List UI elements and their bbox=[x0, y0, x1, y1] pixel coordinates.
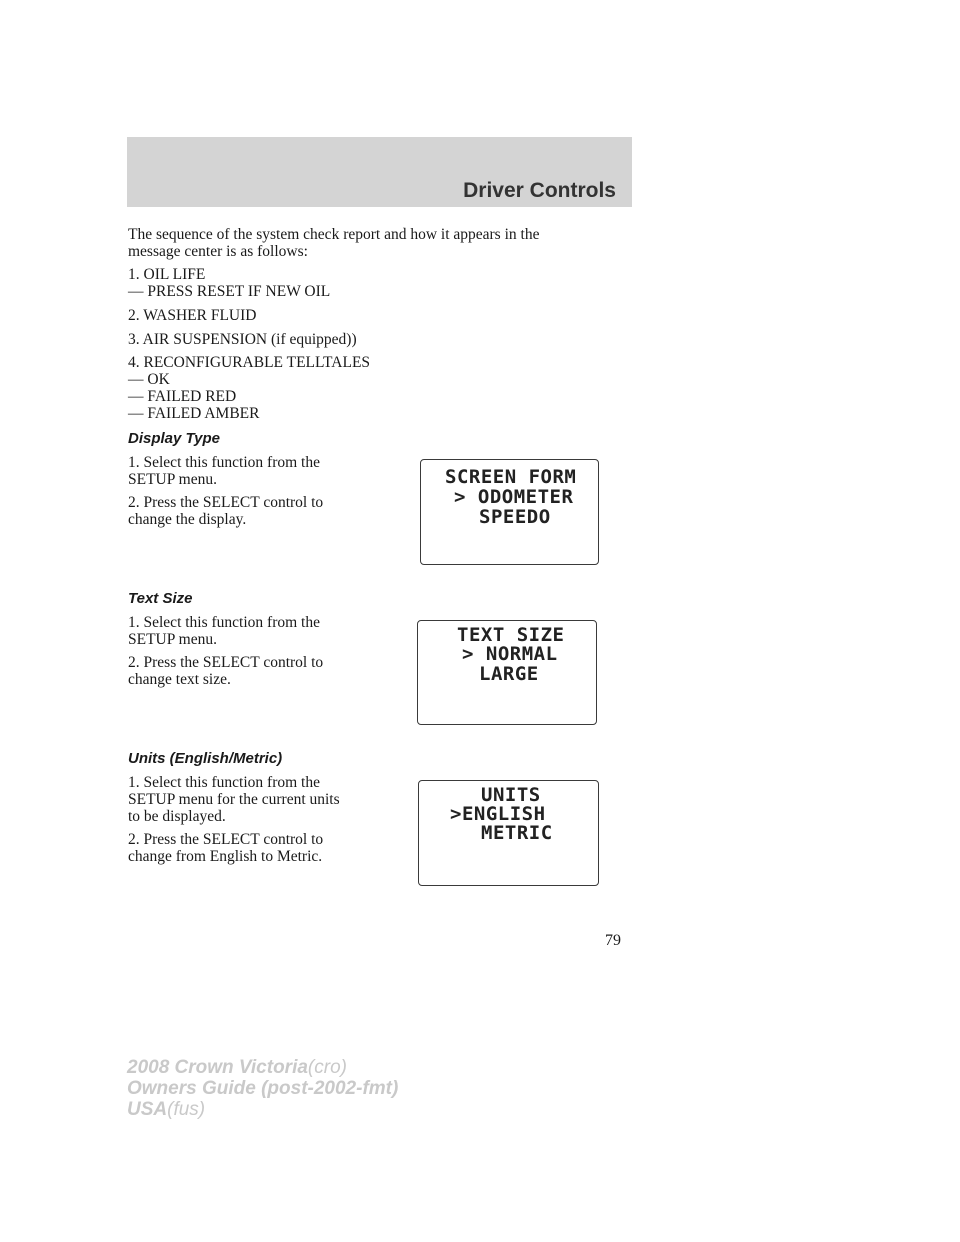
screen-line: METRIC bbox=[481, 822, 553, 844]
step-text bbox=[128, 614, 320, 648]
section-title-units: Units (English/Metric) bbox=[128, 750, 283, 767]
list-item-sub: — PRESS RESET IF NEW OIL bbox=[128, 283, 331, 300]
page-number: 79 bbox=[605, 932, 621, 949]
footer-code: (cro) bbox=[307, 1057, 347, 1078]
screen-line: LARGE bbox=[479, 663, 539, 685]
footer-code: (fus) bbox=[167, 1099, 206, 1120]
step-line: 1. Select this function from the bbox=[128, 774, 320, 791]
step-text bbox=[128, 454, 320, 488]
footer-model: 2008 Crown Victoria bbox=[127, 1057, 308, 1078]
screen-line: SCREEN FORM bbox=[445, 466, 577, 488]
list-item-sub: — FAILED RED bbox=[128, 388, 237, 405]
step-line: change text size. bbox=[128, 671, 231, 688]
header-band bbox=[127, 137, 632, 207]
step-line: SETUP menu. bbox=[128, 471, 217, 488]
section-title-text-size: Text Size bbox=[128, 590, 193, 607]
screen-line: TEXT SIZE bbox=[457, 624, 565, 646]
report-item-2 bbox=[128, 307, 256, 324]
step-line: 1. Select this function from the bbox=[128, 454, 320, 471]
report-item-1 bbox=[128, 266, 330, 300]
screen-line: UNITS bbox=[481, 784, 541, 806]
screen-line: SPEEDO bbox=[479, 506, 551, 528]
intro-line: message center is as follows: bbox=[128, 243, 308, 260]
intro-line: The sequence of the system check report and how it appears in the bbox=[128, 226, 540, 243]
screen-line: >ENGLISH bbox=[450, 803, 546, 825]
message-center-screen-display-type bbox=[420, 459, 599, 565]
list-item-sub: — OK bbox=[128, 371, 170, 388]
report-item-3 bbox=[128, 331, 357, 348]
step-line: SETUP menu for the current units bbox=[128, 791, 340, 808]
step-line: change the display. bbox=[128, 511, 247, 528]
step-text bbox=[128, 831, 323, 865]
step-line: 2. Press the SELECT control to bbox=[128, 831, 324, 848]
step-text bbox=[128, 774, 340, 825]
screen-line: > ODOMETER bbox=[454, 486, 574, 508]
message-center-screen-text-size bbox=[417, 620, 597, 725]
step-line: 1. Select this function from the bbox=[128, 614, 320, 631]
list-item-sub: — FAILED AMBER bbox=[128, 405, 260, 422]
message-center-screen-units bbox=[418, 780, 599, 886]
footer-guide: Owners Guide (post-2002-fmt) bbox=[127, 1078, 399, 1099]
document-footer bbox=[127, 1057, 398, 1120]
report-item-4 bbox=[128, 354, 370, 422]
step-text bbox=[128, 654, 323, 688]
step-line: SETUP menu. bbox=[128, 631, 217, 648]
step-line: to be displayed. bbox=[128, 808, 226, 825]
list-item: 1. OIL LIFE bbox=[128, 266, 206, 283]
list-item: 4. RECONFIGURABLE TELLTALES bbox=[128, 354, 371, 371]
footer-market: USA bbox=[127, 1099, 168, 1120]
list-item: 2. WASHER FLUID bbox=[128, 307, 257, 324]
section-title-display-type: Display Type bbox=[128, 430, 220, 447]
step-line: 2. Press the SELECT control to bbox=[128, 654, 324, 671]
intro-paragraph bbox=[128, 226, 539, 260]
step-text bbox=[128, 494, 323, 528]
step-line: change from English to Metric. bbox=[128, 848, 323, 865]
step-line: 2. Press the SELECT control to bbox=[128, 494, 324, 511]
page-section-title: Driver Controls bbox=[463, 179, 616, 202]
list-item: 3. AIR SUSPENSION (if equipped)) bbox=[128, 331, 357, 348]
screen-line: > NORMAL bbox=[462, 643, 558, 665]
